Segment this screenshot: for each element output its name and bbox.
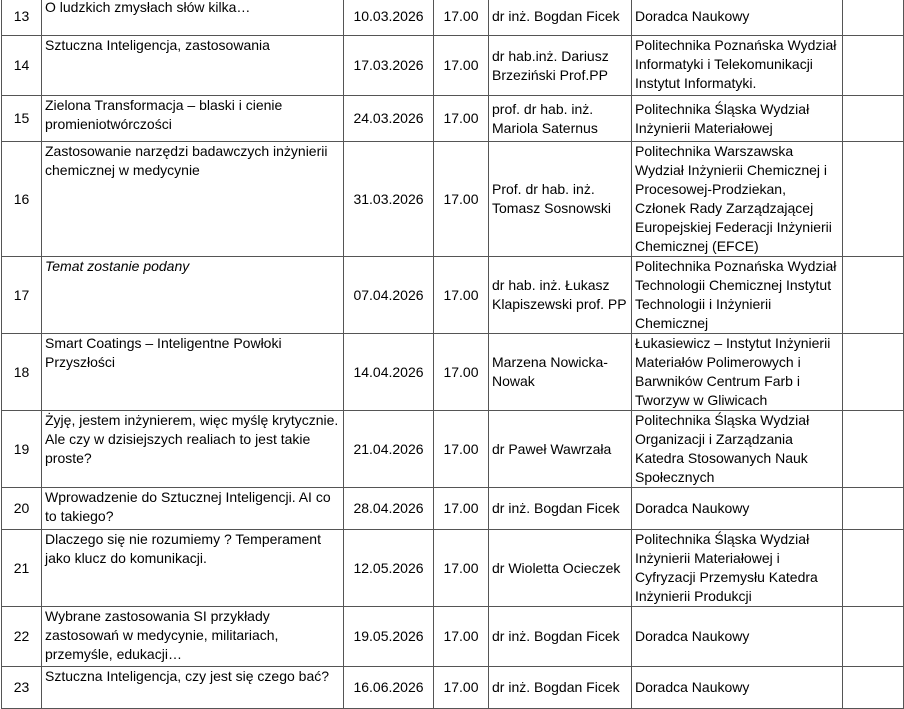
lecture-topic: Sztuczna Inteligencja, czy jest się czego bać? <box>42 667 344 709</box>
lecture-date: 21.04.2026 <box>344 411 434 488</box>
table-row <box>2 142 904 257</box>
empty-cell <box>843 607 904 667</box>
empty-cell <box>843 36 904 96</box>
lecturer-name: dr Paweł Wawrzała <box>489 411 632 488</box>
lecturer-name: dr hab. inż. Łukasz Klapiszewski prof. PP <box>489 257 632 334</box>
row-number: 21 <box>2 530 42 607</box>
lecture-date: 16.06.2026 <box>344 667 434 709</box>
lecture-topic: Zastosowanie narzędzi badawczych inżynierii chemicznej w medycynie <box>42 142 344 257</box>
lecture-topic: O ludzkich zmysłach słów kilka… <box>42 0 344 36</box>
lecturer-name: dr hab.inż. Dariusz Brzeziński Prof.PP <box>489 36 632 96</box>
empty-cell <box>843 96 904 142</box>
empty-cell <box>843 334 904 411</box>
lecturer-name: dr inż. Bogdan Ficek <box>489 667 632 709</box>
lecturer-institution: Doradca Naukowy <box>632 667 843 709</box>
lecture-topic: Dlaczego się nie rozumiemy ? Temperament jako klucz do komunikacji. <box>42 530 344 607</box>
lecturer-institution: Doradca Naukowy <box>632 0 843 36</box>
lecturer-institution: Politechnika Warszawska Wydział Inżynierii Chemicznej i Procesowej-Prodziekan, Członek Rady Zarządzającej Europejskiej Federacji Inżynierii Chemicznej (EFCE) <box>632 142 843 257</box>
lecturer-institution: Doradca Naukowy <box>632 607 843 667</box>
table-row <box>2 0 904 36</box>
lecturer-name: Marzena Nowicka-Nowak <box>489 334 632 411</box>
lecturer-institution: Politechnika Śląska Wydział Inżynierii Materiałowej i Cyfryzacji Przemysłu Katedra Inżynierii Produkcji <box>632 530 843 607</box>
row-number: 17 <box>2 257 42 334</box>
row-number: 18 <box>2 334 42 411</box>
lecturer-name: Prof. dr hab. inż. Tomasz Sosnowski <box>489 142 632 257</box>
lecturer-name: dr Wioletta Ocieczek <box>489 530 632 607</box>
lecturer-name: dr inż. Bogdan Ficek <box>489 488 632 530</box>
lecturer-institution: Łukasiewicz – Instytut Inżynierii Materiałów Polimerowych i Barwników Centrum Farb i Tworzyw w Gliwicach <box>632 334 843 411</box>
row-number: 20 <box>2 488 42 530</box>
empty-cell <box>843 530 904 607</box>
lecture-date: 12.05.2026 <box>344 530 434 607</box>
lecturer-institution: Politechnika Śląska Wydział Organizacji i Zarządzania Katedra Stosowanych Nauk Społecznych <box>632 411 843 488</box>
lecture-topic: Sztuczna Inteligencja, zastosowania <box>42 36 344 96</box>
table-row <box>2 488 904 530</box>
lecture-topic: Żyję, jestem inżynierem, więc myślę krytycznie. Ale czy w dzisiejszych realiach to jest takie proste? <box>42 411 344 488</box>
lecturer-institution: Politechnika Poznańska Wydział Informatyki i Telekomunikacji Instytut Informatyki. <box>632 36 843 96</box>
lecture-topic: Wybrane zastosowania SI przykłady zastosowań w medycynie, militariach, przemyśle, edukacji… <box>42 607 344 667</box>
lecture-topic: Temat zostanie podany <box>42 257 344 334</box>
lecture-time: 17.00 <box>434 411 489 488</box>
lecture-date: 14.04.2026 <box>344 334 434 411</box>
lecturer-name: dr inż. Bogdan Ficek <box>489 0 632 36</box>
lecture-date: 24.03.2026 <box>344 96 434 142</box>
empty-cell <box>843 142 904 257</box>
lecture-time: 17.00 <box>434 257 489 334</box>
lecture-date: 19.05.2026 <box>344 607 434 667</box>
table-row <box>2 607 904 667</box>
lecture-date: 10.03.2026 <box>344 0 434 36</box>
table-row <box>2 36 904 96</box>
row-number: 14 <box>2 36 42 96</box>
lecture-time: 17.00 <box>434 96 489 142</box>
lecture-date: 31.03.2026 <box>344 142 434 257</box>
row-number: 16 <box>2 142 42 257</box>
lecture-date: 17.03.2026 <box>344 36 434 96</box>
table-row <box>2 411 904 488</box>
lecturer-institution: Politechnika Poznańska Wydział Technologii Chemicznej Instytut Technologii i Inżynierii Chemicznej <box>632 257 843 334</box>
table-row <box>2 530 904 607</box>
empty-cell <box>843 0 904 36</box>
empty-cell <box>843 257 904 334</box>
lecture-time: 17.00 <box>434 667 489 709</box>
empty-cell <box>843 488 904 530</box>
row-number: 13 <box>2 0 42 36</box>
lecture-topic: Zielona Transformacja – blaski i cienie promieniotwórczości <box>42 96 344 142</box>
lecture-time: 17.00 <box>434 530 489 607</box>
lecture-time: 17.00 <box>434 142 489 257</box>
lecturer-institution: Doradca Naukowy <box>632 488 843 530</box>
lecturer-name: prof. dr hab. inż. Mariola Saternus <box>489 96 632 142</box>
lecture-date: 07.04.2026 <box>344 257 434 334</box>
lecture-time: 17.00 <box>434 488 489 530</box>
row-number: 19 <box>2 411 42 488</box>
lecture-time: 17.00 <box>434 334 489 411</box>
lecturer-institution: Politechnika Śląska Wydział Inżynierii Materiałowej <box>632 96 843 142</box>
empty-cell <box>843 411 904 488</box>
lecture-time: 17.00 <box>434 607 489 667</box>
lecture-topic: Smart Coatings – Inteligentne Powłoki Przyszłości <box>42 334 344 411</box>
lecture-topic: Wprowadzenie do Sztucznej Inteligencji. AI co to takiego? <box>42 488 344 530</box>
lecturer-name: dr inż. Bogdan Ficek <box>489 607 632 667</box>
row-number: 22 <box>2 607 42 667</box>
table-row <box>2 334 904 411</box>
row-number: 23 <box>2 667 42 709</box>
table-row <box>2 257 904 334</box>
lecture-date: 28.04.2026 <box>344 488 434 530</box>
row-number: 15 <box>2 96 42 142</box>
lecture-time: 17.00 <box>434 36 489 96</box>
table-row <box>2 96 904 142</box>
lecture-schedule-table <box>1 0 904 709</box>
table-row <box>2 667 904 709</box>
lecture-time: 17.00 <box>434 0 489 36</box>
empty-cell <box>843 667 904 709</box>
